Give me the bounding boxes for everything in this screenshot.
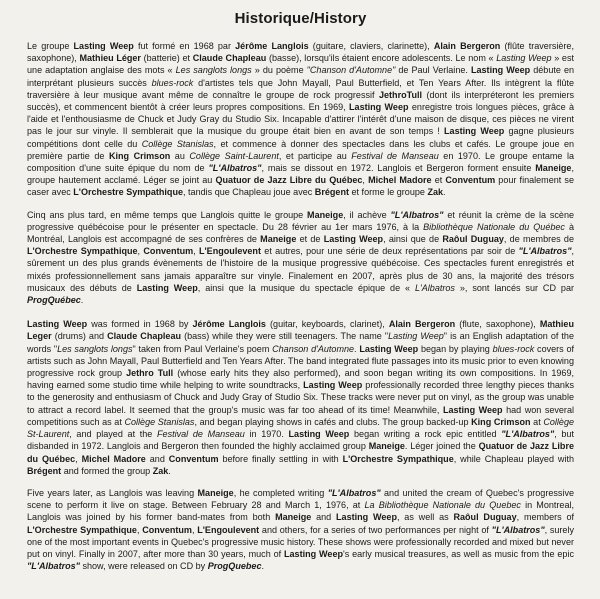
text-run: Lasting Weep xyxy=(442,404,503,415)
text-run: , et participe au xyxy=(278,150,352,161)
text-run: Zak xyxy=(427,187,444,198)
text-run: , xyxy=(193,246,199,257)
text-run: , but disbanded in 1972. Langlois and Bergeron then founded the highly acclaimed group xyxy=(27,429,574,452)
text-run: et de xyxy=(296,234,324,245)
text-run: Lasting Weep xyxy=(336,512,397,523)
english-section xyxy=(27,318,574,572)
text-run: in Montreal, Langlois was joined by his former band-mates from both xyxy=(27,500,575,523)
text-run: , surely one of the most important events in Quebec's progressive music history. These shows were professionally recorded and mixed but never put on vinyl. Finally in 2007, after more than 30 years, much of xyxy=(27,524,574,559)
text-run: , ainsi que la musique du spectacle épique de « xyxy=(197,282,415,293)
text-run: Maneige xyxy=(368,441,405,452)
text-run: Mathieu Leger xyxy=(27,319,574,342)
text-run: Cinq ans plus tard, en même temps que Langlois quitte le groupe xyxy=(27,209,308,220)
text-run: Lasting Weep xyxy=(303,380,363,391)
page-title: Historique/History xyxy=(234,10,367,27)
text-run: L'Orchestre Sympathique xyxy=(342,453,454,464)
text-run: before finally settling in with xyxy=(218,453,343,464)
text-run: Conventum xyxy=(142,524,192,535)
text-run: at xyxy=(530,416,544,427)
text-run: Collège Stanislas xyxy=(141,138,214,149)
text-run: Lasting Weep xyxy=(136,282,198,293)
text-run: », sont lancés sur CD par xyxy=(454,282,574,293)
text-run: King Crimson xyxy=(108,150,171,161)
text-run: L'Orchestre Sympathique xyxy=(27,524,137,535)
text-run: et autres, pour une série de deux représentations par soir de xyxy=(260,246,519,257)
text-run: (guitare, claviers, clarinette), xyxy=(308,41,434,51)
text-run: débute en interprétant plusieurs succès xyxy=(27,65,575,88)
french-section xyxy=(27,40,574,306)
text-run: Conventum xyxy=(445,175,496,186)
text-run: Collège Stanislas xyxy=(124,416,195,427)
text-run: Lasting Weep xyxy=(27,319,88,330)
text-run: and xyxy=(311,512,337,523)
text-run: "L'Albatros" xyxy=(27,561,80,572)
text-run: , members of xyxy=(516,512,575,523)
text-run: in 1970. xyxy=(244,429,289,440)
text-run: fut formé en 1968 par xyxy=(133,41,236,51)
text-run: , xyxy=(137,246,144,257)
text-run: Lasting Weep xyxy=(388,331,444,342)
text-run: Festival de Manseau xyxy=(157,429,245,440)
text-run: , ainsi que de xyxy=(383,234,443,245)
text-run: Maneige xyxy=(535,163,572,174)
english-paragraph-1 xyxy=(27,318,574,477)
text-run: et xyxy=(431,175,446,186)
text-run: Maneige xyxy=(307,209,344,220)
french-paragraph-2 xyxy=(27,209,574,307)
text-run: blues-rock xyxy=(151,77,194,88)
text-run: Lasting Weep xyxy=(496,53,552,64)
text-run: Zak xyxy=(152,465,169,476)
text-run: , et commence à donner des spectacles dans les clubs et cafés. Le groupe joue en première partie de xyxy=(27,138,575,161)
text-run: , he completed writing xyxy=(233,487,328,498)
text-run: pour finalement se caser avec xyxy=(27,175,574,198)
text-run: Maneige xyxy=(260,234,297,245)
text-run: Alain Bergeron xyxy=(388,319,456,330)
text-run: (batterie) et xyxy=(140,53,193,64)
text-run: JethroTull xyxy=(378,89,423,100)
text-run: Lasting Weep xyxy=(73,41,134,51)
text-run: Maneige xyxy=(197,487,234,498)
text-run: , xyxy=(191,524,198,535)
text-run: Claude Chapleau xyxy=(192,53,267,64)
text-run: . Léger joined the xyxy=(404,441,479,452)
section-gap xyxy=(27,306,574,318)
text-run: Jethro Tull xyxy=(126,368,174,379)
text-run: Lasting Weep xyxy=(323,234,384,245)
text-run: gagne plusieurs compétitions dont celle du xyxy=(27,126,574,149)
text-run: de Paul Verlaine. xyxy=(395,65,471,76)
text-run: Maneige xyxy=(275,512,312,523)
text-run: au xyxy=(170,150,190,161)
text-run: Bibliothèque Nationale du Québec xyxy=(423,221,565,232)
text-run: ProgQuébec xyxy=(27,295,81,306)
french-paragraph-1 xyxy=(27,40,574,199)
text-run: , and began playing shows in cafés and clubs. The group backed-up xyxy=(194,416,472,427)
text-run: Mathieu Léger xyxy=(79,53,141,64)
text-run: professionally recorded three lengthy pieces thanks to the generosity and enthusiasm of Chuck and Judy Gray of Studio Six. These tracks were never put on vinyl, as the group was unable to attract a record label. It seemed that the group's music was far too ahead of its time! Meanwhile, xyxy=(27,380,574,415)
text-run: "L'Albatros" xyxy=(327,487,381,498)
text-run: and formed the group xyxy=(61,465,153,476)
text-run: and xyxy=(145,453,169,464)
text-run: , xyxy=(75,453,82,464)
text-run: L'Orchestre Sympathique xyxy=(73,187,184,198)
text-run: et forme le groupe xyxy=(348,187,428,198)
text-run: King Crimson xyxy=(471,416,531,427)
text-run: Five years later, as Langlois was leaving xyxy=(27,487,198,498)
text-run: "L'Albatros" xyxy=(208,163,262,174)
text-run: , il achève xyxy=(343,209,391,220)
text-run: à Montréal, Langlois est accompagné de ses confrères de xyxy=(27,221,574,245)
text-run: Conventum xyxy=(168,453,219,464)
text-run: , groupe hautement acclamé. Léger se joint au xyxy=(27,163,574,186)
text-run: began writing a rock epic entitled xyxy=(349,429,502,440)
text-run: , xyxy=(362,175,369,186)
text-run: Brégent xyxy=(314,187,349,198)
text-run: La Bibliothèque Nationale du Quebec xyxy=(364,500,521,511)
text-run: Claude Chapleau xyxy=(107,331,182,342)
text-run: , de membres de xyxy=(503,234,574,245)
text-run: L'Orchestre Sympathique xyxy=(27,246,138,257)
text-run: (dont ils interpréteront les premiers succès), et commencent bientôt à créer leurs propres compositions. En 1969, xyxy=(27,89,575,113)
text-run: » est une adaptation anglaise des mots « xyxy=(27,53,575,76)
text-run: and united the cream of Quebec's progressive scene to perform it live on stage. Between February 28 and March 1, 1976, at xyxy=(27,487,574,511)
text-run: covers of artists such as John Mayall, Paul Butterfield and Ten Years After. The band integrated flute passages into its music prior to even knowing progressive rock group xyxy=(27,343,574,379)
text-run: Michel Madore xyxy=(81,453,146,464)
text-run: . xyxy=(261,561,264,572)
text-run: L'Albatros xyxy=(415,282,455,293)
text-run: , and played at the xyxy=(69,429,158,440)
text-run: "L'Albatros" xyxy=(501,429,555,440)
text-run: (bass) while they were still teenagers. The name " xyxy=(181,331,389,342)
text-run: Michel Madore xyxy=(368,175,432,186)
text-run: d'artistes tels que John Mayall, Paul Butterfield, et Ten Years After. Ils intègrent la flûte traversière à leur musique avant même de connaître le groupe de rock progressif xyxy=(27,77,574,100)
text-run: , xyxy=(136,524,143,535)
text-run: began by playing xyxy=(418,343,493,354)
text-run: (flûte traversière, saxophone), xyxy=(27,41,574,64)
text-run: "L'Albatros" xyxy=(491,524,545,535)
text-run: Alain Bergeron xyxy=(433,41,501,51)
text-run: Lasting Weep xyxy=(359,343,419,354)
text-run: Lasting Weep xyxy=(470,65,531,76)
text-run: en 1970. Le groupe entame la composition d'une suite épique du nom de xyxy=(27,150,575,174)
english-paragraph-2 xyxy=(27,487,574,572)
text-run: Les sanglots longs xyxy=(175,65,252,76)
text-run: " is an English adaptation of the words " xyxy=(27,331,574,354)
text-run: (drums) and xyxy=(51,331,108,342)
text-run: Quatuor de Jazz Libre du Québec xyxy=(27,441,575,464)
text-run: Lasting Weep xyxy=(444,126,505,137)
text-run: . xyxy=(443,187,446,198)
text-run: Chanson d'Automne xyxy=(272,343,355,354)
text-run: Festival de Manseau xyxy=(351,150,439,161)
text-run: L'Engoulevent xyxy=(199,246,261,257)
text-run: , as well as xyxy=(396,512,454,523)
text-run: et réunit la crème de la scène progressive québécoise pour le présenter en spectacle. Du 28 février au 1er mars 1976, à la xyxy=(27,209,575,232)
text-run: . xyxy=(354,343,360,354)
text-run: Collège St-Laurent xyxy=(27,416,575,440)
text-run: Quatuor de Jazz Libre du Québec xyxy=(215,175,363,186)
text-run: (whose early hits they also performed), and soon began writing its own compositions. In 1969, having earned some studio time while helping to write soundtracks, xyxy=(27,368,574,391)
text-run: (guitar, keyboards, clarinet), xyxy=(265,319,389,330)
text-run: Jérôme Langlois xyxy=(192,319,266,330)
text-run: L'Engoulevent xyxy=(197,524,260,535)
text-run: . xyxy=(80,295,84,306)
text-run: (basse), lorsqu'ils étaient encore adolescents. Le nom « xyxy=(266,53,497,64)
text-run: "L'Albatros" xyxy=(518,246,572,257)
text-run: (flute, saxophone), xyxy=(455,319,540,330)
text-run: Raôul Duguay xyxy=(442,234,504,245)
text-run: was formed in 1968 by xyxy=(87,319,193,330)
text-run: had won several competitions such as at xyxy=(27,404,574,427)
text-run: ProgQuebec xyxy=(207,561,262,572)
text-run: , tandis que Chapleau joue avec xyxy=(183,187,315,198)
text-run: , while Chapleau played with xyxy=(453,453,574,464)
text-run: , mais se dissout en 1972. Langlois et Bergeron forment ensuite xyxy=(261,163,536,174)
text-run: Lasting Weep xyxy=(288,429,350,440)
text-run: " taken from Paul Verlaine's poem xyxy=(132,343,273,354)
text-run: Les sanglots longs xyxy=(57,343,133,354)
text-run: Brégent xyxy=(27,465,62,476)
text-run: show, were released on CD by xyxy=(79,561,208,572)
text-run: enregistre trois longues pièces, grâce à l'aide et l'enthousiasme de Chuck et Judy Gray du Studio Six. Incapable d'attirer l'intérêt d'une maison de disque, ces pièces ne virent pas le jour sur vinyle. Il semblerait que la musique du groupe était bien en avant de son temps ! xyxy=(27,102,574,137)
text-run: » du poème xyxy=(251,65,307,76)
text-run: and others, for a series of two performances per night of xyxy=(259,524,492,535)
text-run: Raôul Duguay xyxy=(453,512,517,523)
text-run: Lasting Weep xyxy=(284,548,343,559)
text-run: "L'Albatros" xyxy=(390,209,444,220)
text-run: blues-rock xyxy=(492,343,535,354)
text-run: Lasting Weep xyxy=(349,102,409,113)
text-run: Collège Saint-Laurent xyxy=(189,150,279,161)
text-run: , sûrement un des plus grands évènements de l'histoire de la musique progressive québécoise. Ces spectacles furent enregistrés et mixés professionnellement sans jamais apparaître sur vinyle. Finalement en 2007, après plus de 30 ans, la majorité des trésors musicaux des débuts de xyxy=(27,246,575,293)
text-run: Conventum xyxy=(143,246,194,257)
text-run: . xyxy=(168,465,171,476)
text-run: Le groupe xyxy=(27,41,74,51)
text-run: 's early musical treasures, as well as music from the epic xyxy=(343,548,574,559)
text-run: "Chanson d'Automne" xyxy=(306,65,396,76)
text-run: Jérôme Langlois xyxy=(235,41,309,51)
